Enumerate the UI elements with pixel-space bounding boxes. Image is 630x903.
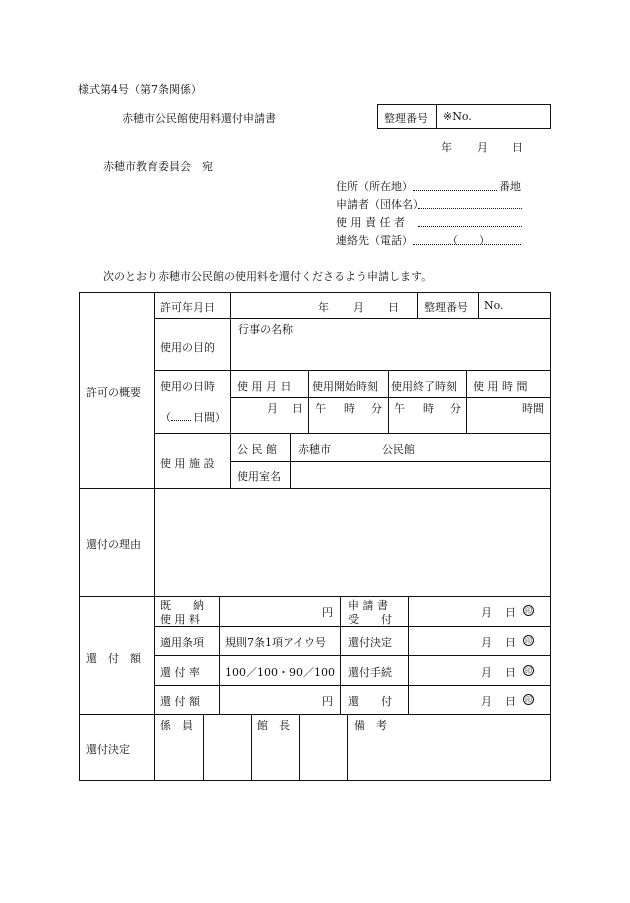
form-title: 赤穂市公民館使用料還付申請書 bbox=[122, 112, 276, 125]
refund-day: 日 bbox=[505, 695, 516, 708]
stamp-seal-icon: 印 bbox=[525, 696, 532, 704]
decision-label: 還付決定 bbox=[348, 636, 392, 649]
header-year: 年 bbox=[441, 141, 452, 154]
col-hours: 使 用 時 間 bbox=[473, 380, 528, 393]
paid-label-2: 使 用 料 bbox=[160, 613, 200, 626]
refund-label: 還 付 bbox=[348, 695, 392, 708]
days-field[interactable] bbox=[171, 420, 191, 421]
start-minute: 分 bbox=[371, 402, 382, 415]
section-permit-heading: 許可の概要 bbox=[86, 386, 141, 399]
permit-year: 年 bbox=[318, 301, 329, 314]
hours-unit: 時間 bbox=[522, 402, 544, 415]
procedure-month: 月 bbox=[481, 666, 492, 679]
decision-month: 月 bbox=[481, 636, 492, 649]
room-label: 使用室名 bbox=[237, 470, 281, 483]
start-ampm: 午 bbox=[315, 402, 326, 415]
event-name-label: 行事の名称 bbox=[238, 323, 293, 336]
value-month: 月 bbox=[267, 402, 278, 415]
hall-label: 公 民 館 bbox=[237, 443, 277, 456]
days-open: （ bbox=[160, 411, 171, 424]
hall-suffix: 公民館 bbox=[382, 443, 415, 456]
rate-label: 還 付 率 bbox=[160, 666, 200, 679]
form-number: 様式第4号（第7条関係） bbox=[78, 83, 202, 96]
application-label-2: 受 付 bbox=[348, 613, 392, 626]
procedure-label: 還付手続 bbox=[348, 666, 392, 679]
procedure-day: 日 bbox=[505, 666, 516, 679]
contact-paren-close: ） bbox=[479, 234, 490, 247]
col-start: 使用開始時刻 bbox=[312, 380, 378, 393]
staff-label: 係 員 bbox=[160, 719, 193, 732]
days-close: 日間） bbox=[193, 411, 226, 424]
end-ampm: 午 bbox=[394, 402, 405, 415]
contact-paren-open: （ bbox=[447, 234, 458, 247]
hall-prefix: 赤穂市 bbox=[298, 443, 331, 456]
section-reason-heading: 還付の理由 bbox=[86, 538, 141, 551]
director-label: 館 長 bbox=[257, 719, 290, 732]
start-hour: 時 bbox=[344, 402, 355, 415]
permit-month: 月 bbox=[353, 301, 364, 314]
reference-value: ※No. bbox=[443, 110, 472, 123]
rate-value: 100／100・90／100 bbox=[225, 666, 335, 679]
amount-yen: 円 bbox=[322, 695, 333, 708]
application-label-1: 申 請 書 bbox=[348, 599, 388, 612]
address-field[interactable] bbox=[413, 190, 497, 191]
applicant-responsible-label: 使 用 責 任 者 bbox=[336, 216, 405, 229]
permit-ref-value: No. bbox=[484, 299, 504, 312]
section-decision-heading: 還付決定 bbox=[86, 743, 130, 756]
stamp-seal-icon: 印 bbox=[525, 637, 532, 645]
decision-day: 日 bbox=[505, 636, 516, 649]
value-day: 日 bbox=[292, 402, 303, 415]
amount-label: 還 付 額 bbox=[160, 695, 200, 708]
section-amount-heading: 還 付 額 bbox=[86, 652, 141, 665]
end-hour: 時 bbox=[423, 402, 434, 415]
applicant-contact-label: 連絡先（電話） bbox=[336, 234, 413, 247]
header-day: 日 bbox=[512, 141, 523, 154]
permit-day: 日 bbox=[388, 301, 399, 314]
group-field[interactable] bbox=[418, 208, 522, 209]
reference-label: 整理番号 bbox=[384, 112, 428, 125]
application-month: 月 bbox=[481, 606, 492, 619]
header-month: 月 bbox=[477, 141, 488, 154]
clause-label: 適用条項 bbox=[160, 636, 204, 649]
addressee: 赤穂市教育委員会 宛 bbox=[103, 160, 213, 173]
refund-month: 月 bbox=[481, 695, 492, 708]
address-suffix: 番地 bbox=[499, 180, 521, 193]
permit-date-label: 許可年月日 bbox=[160, 301, 215, 314]
paid-yen: 円 bbox=[322, 606, 333, 619]
application-day: 日 bbox=[505, 606, 516, 619]
applicant-address-label: 住所（所在地） bbox=[336, 180, 413, 193]
stamp-seal-icon: 印 bbox=[525, 667, 532, 675]
remarks-label: 備 考 bbox=[354, 719, 387, 732]
contact-field[interactable] bbox=[413, 244, 521, 245]
purpose-label: 使用の目的 bbox=[160, 341, 215, 354]
applicant-group-label: 申請者（団体名） bbox=[336, 198, 424, 211]
stamp-seal-icon: 印 bbox=[525, 607, 532, 615]
clause-value: 規則7条1項アイウ号 bbox=[225, 636, 327, 649]
end-minute: 分 bbox=[450, 402, 461, 415]
datetime-label: 使用の日時 bbox=[160, 380, 215, 393]
col-date: 使 用 月 日 bbox=[237, 380, 292, 393]
responsible-field[interactable] bbox=[418, 226, 522, 227]
col-end: 使用終了時刻 bbox=[391, 380, 457, 393]
intro-text: 次のとおり赤穂市公民館の使用料を還付くださるよう申請します。 bbox=[103, 270, 433, 283]
permit-ref-label: 整理番号 bbox=[424, 301, 468, 314]
facility-label: 使 用 施 設 bbox=[160, 457, 215, 470]
paid-label-1: 既 納 bbox=[160, 599, 204, 612]
